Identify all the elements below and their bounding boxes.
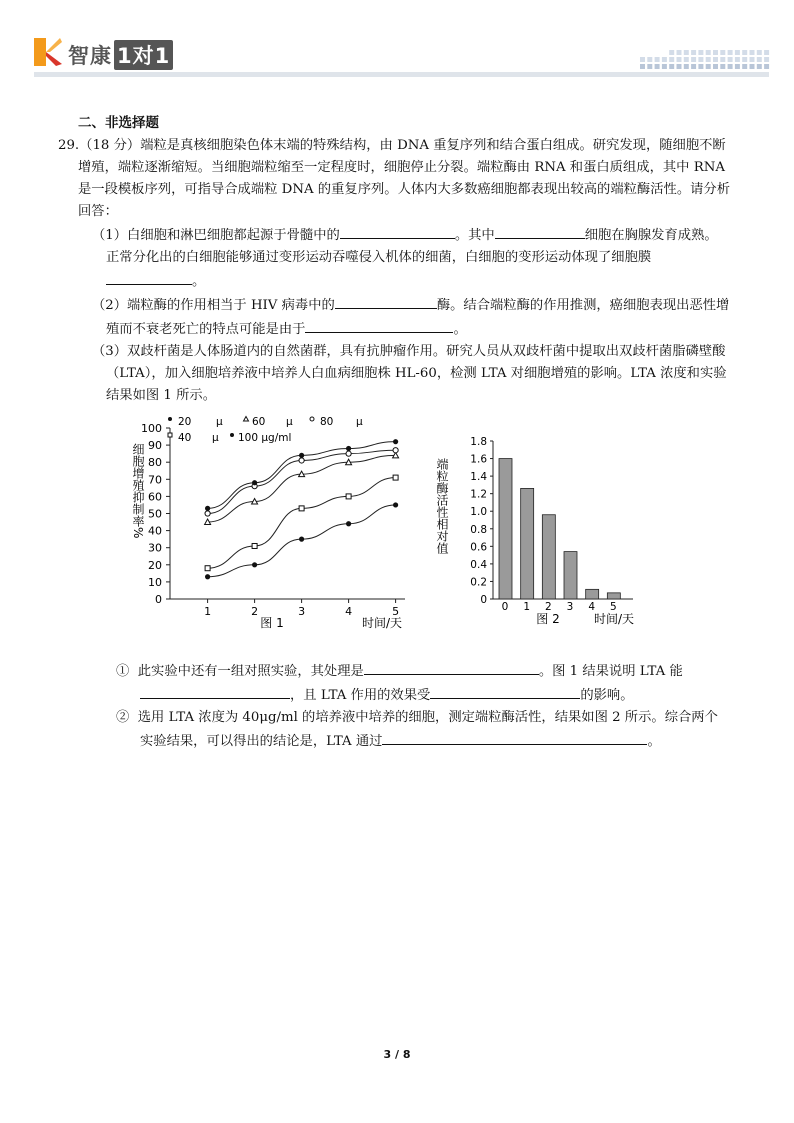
x-tick-label: 2 — [544, 601, 552, 613]
sub-question-1-text-b: 。图 1 结果说明 LTA 能 — [538, 664, 683, 679]
data-point — [393, 475, 398, 480]
header-dot — [757, 57, 762, 62]
header-dot — [728, 64, 733, 69]
page-header — [0, 0, 794, 90]
legend-marker — [244, 417, 249, 422]
bar — [499, 459, 512, 599]
header-dot — [691, 64, 696, 69]
header-dot — [750, 64, 755, 69]
data-point — [252, 562, 257, 567]
part-2-text-a: （2）端粒酶的作用相当于 HIV 病毒中的 — [92, 298, 335, 313]
figure-2-bar-chart — [428, 413, 648, 653]
y-tick-label: 0.8 — [470, 523, 487, 536]
header-dot — [750, 50, 755, 55]
x-tick-label: 4 — [345, 605, 353, 618]
y-tick-label: 0 — [155, 593, 162, 606]
header-dot — [720, 50, 725, 55]
question-number: 29. — [58, 138, 80, 153]
y-tick-label: 60 — [148, 490, 162, 504]
y-axis-label: 端粒酶活性相对值 — [435, 458, 449, 554]
bar — [564, 552, 577, 599]
sub-question-2 — [78, 707, 730, 753]
part-2-text-b: 酶。结合端粒酶的作用推测，癌细胞表现出恶性增殖而不衰老死亡的特点可能是由于 — [106, 298, 730, 337]
header-dot — [698, 64, 703, 69]
header-dot — [698, 57, 703, 62]
header-dot — [742, 64, 747, 69]
y-tick-label: 100 — [141, 422, 162, 435]
x-axis-label: 时间/天 — [361, 616, 403, 630]
header-dot — [698, 50, 703, 55]
data-point — [252, 480, 257, 485]
answer-blank-2[interactable] — [495, 223, 585, 239]
header-dot — [655, 57, 660, 62]
answer-blank-7[interactable] — [140, 683, 290, 699]
data-point — [205, 574, 210, 579]
header-dot — [669, 57, 674, 62]
answer-blank-8[interactable] — [430, 683, 580, 699]
header-dot — [684, 57, 689, 62]
x-tick-label: 1 — [204, 605, 212, 618]
header-dot — [742, 50, 747, 55]
part-1-text-a: （1）白细胞和淋巴细胞都起源于骨髓中的 — [92, 228, 340, 243]
x-tick-label: 4 — [588, 601, 596, 613]
data-point — [252, 543, 257, 548]
legend-label: 100 μg/ml — [238, 432, 292, 444]
data-point — [299, 506, 304, 511]
sub-question-1-text-c: ，且 LTA 作用的效果受 — [290, 688, 431, 703]
legend-marker — [230, 433, 234, 437]
data-point — [205, 506, 210, 511]
part-2 — [78, 293, 730, 341]
legend-label: 40 — [178, 432, 192, 444]
header-dot — [684, 64, 689, 69]
answer-blank-6[interactable] — [364, 659, 539, 675]
y-tick-label: 10 — [148, 575, 162, 589]
legend-label: μ — [216, 416, 223, 428]
header-dot — [728, 57, 733, 62]
figure-1-line-chart — [120, 413, 420, 653]
header-dot — [742, 57, 747, 62]
legend-label: 60 — [252, 416, 266, 428]
data-point — [205, 566, 210, 571]
y-tick-label: 80 — [148, 456, 162, 470]
part-1-text-d: 。 — [192, 274, 206, 289]
header-dot — [706, 57, 711, 62]
header-dot — [720, 57, 725, 62]
legend-label: μ — [356, 416, 363, 428]
header-dot — [640, 64, 645, 69]
y-tick-label: 0 — [480, 594, 487, 606]
header-dot-pattern — [640, 50, 772, 72]
header-dot — [655, 64, 660, 69]
header-dot — [691, 50, 696, 55]
question-intro — [58, 135, 730, 223]
header-dot — [764, 57, 769, 62]
x-tick-label: 1 — [523, 601, 531, 613]
bar — [521, 488, 534, 599]
x-tick-label: 5 — [392, 605, 400, 618]
header-dot — [764, 50, 769, 55]
answer-blank-4[interactable] — [335, 293, 437, 309]
x-axis-label: 时间/天 — [593, 612, 635, 626]
y-tick-label: 1.8 — [470, 436, 487, 448]
header-dot — [750, 57, 755, 62]
header-dot — [669, 64, 674, 69]
brand-name — [68, 40, 173, 70]
brand-box: 1对1 — [114, 40, 173, 70]
data-point — [393, 448, 398, 453]
header-dot — [706, 64, 711, 69]
legend-label: μ — [286, 416, 293, 428]
header-dot — [713, 50, 718, 55]
y-tick-label: 40 — [148, 524, 162, 538]
header-dot — [662, 57, 667, 62]
header-dot — [647, 57, 652, 62]
header-dot — [757, 50, 762, 55]
header-dot — [684, 50, 689, 55]
part-1-text-c: 细胞在胸腺发育成熟。正常分化出的白细胞能够通过变形运动吞噬侵入机体的细菌，白细胞的变形运动体现了细胞膜 — [106, 228, 718, 265]
header-dot — [728, 50, 733, 55]
y-tick-label: 20 — [148, 558, 162, 572]
sub-question-1-text-a: 此实验中还有一组对照实验，其处理是 — [137, 664, 364, 679]
header-dot — [691, 57, 696, 62]
y-tick-label: 0.2 — [470, 576, 487, 589]
data-point — [346, 451, 351, 456]
data-point — [393, 502, 398, 507]
legend-label: μ — [212, 432, 219, 444]
page-content — [58, 112, 731, 753]
legend-label: 80 — [320, 416, 334, 428]
question-intro-text: 端粒是真核细胞染色体末端的特殊结构，由 DNA 重复序列和结合蛋白组成。研究发现，随细胞不断增殖，端粒逐渐缩短。当细胞端粒缩至一定程度时，细胞停止分裂。端粒酶由 RNA 和蛋白质组成，其中 RNA 是一段模板序列，可指导合成端粒 DNA 的重复序列。人体内大多数癌细胞都表现出较高的端粒酶活性。请分析回答： — [78, 138, 731, 219]
x-tick-label: 3 — [298, 605, 306, 618]
x-tick-label: 0 — [501, 601, 509, 613]
chart-title: 图 1 — [260, 616, 284, 630]
header-dot — [735, 50, 740, 55]
y-tick-label: 1.6 — [470, 453, 487, 466]
header-divider — [34, 72, 769, 77]
sub-question-2-text-b: 。 — [647, 734, 661, 749]
legend-marker — [310, 417, 314, 421]
part-3: （3）双歧杆菌是人体肠道内的自然菌群，具有抗肿瘤作用。研究人员从双歧杆菌中提取出双歧杆菌脂磷壁酸（LTA），加入细胞培养液中培养人白血病细胞株 HL-60，检测 LTA 对细胞增殖的影响。LTA 浓度和实验结果如图 1 所示。 — [92, 344, 727, 403]
header-dot — [677, 57, 682, 62]
x-tick-label: 5 — [609, 601, 617, 613]
header-dot — [735, 57, 740, 62]
sub-question-2-number: ② — [116, 710, 130, 725]
series-line-2 — [208, 455, 396, 522]
answer-blank-9[interactable] — [382, 729, 647, 745]
data-point — [299, 458, 304, 463]
part-2-text-c: 。 — [453, 322, 467, 337]
header-dot — [713, 64, 718, 69]
header-dot — [720, 64, 725, 69]
page-number: 3 / 8 — [383, 1048, 411, 1061]
part-1-text-b: 。其中 — [454, 228, 495, 243]
legend-label: 20 — [178, 416, 192, 428]
header-dot — [764, 64, 769, 69]
part-1 — [78, 223, 730, 293]
sub-question-1 — [78, 659, 730, 707]
bar — [607, 593, 620, 599]
header-dot — [640, 57, 645, 62]
y-tick-label: 1.0 — [470, 506, 487, 519]
answer-blank-3[interactable] — [106, 269, 192, 285]
figures — [78, 413, 730, 653]
y-tick-label: 90 — [148, 439, 162, 453]
y-axis-label: 细胞增殖抑制率% — [131, 443, 145, 539]
answer-blank-5[interactable] — [305, 317, 453, 333]
sub-question-1-number: ① — [116, 664, 130, 679]
legend-marker — [168, 417, 172, 421]
data-point — [346, 521, 351, 526]
question-score: （18 分） — [79, 138, 141, 153]
x-tick-label: 2 — [251, 605, 259, 618]
y-tick-label: 1.4 — [470, 471, 487, 484]
sub-question-2-text-a: 选用 LTA 浓度为 40μg/ml 的培养液中培养的细胞，测定端粒酶活性，结果如图 2 所示。综合两个实验结果，可以得出的结论是，LTA 通过 — [137, 710, 718, 749]
chart-title: 图 2 — [536, 612, 560, 626]
data-point — [299, 453, 304, 458]
x-tick-label: 3 — [566, 601, 574, 613]
legend-marker — [168, 433, 172, 437]
y-tick-label: 30 — [148, 541, 162, 555]
section-title: 二、非选择题 — [78, 115, 159, 131]
y-tick-label: 70 — [148, 473, 162, 487]
sub-question-1-text-d: 的影响。 — [580, 688, 634, 703]
header-dot — [669, 50, 674, 55]
data-point — [393, 439, 398, 444]
header-dot — [647, 64, 652, 69]
brand-text: 智康 — [68, 44, 112, 68]
y-tick-label: 0.4 — [470, 558, 487, 571]
header-dot — [662, 64, 667, 69]
bar — [542, 515, 555, 599]
brand-logo-icon — [34, 38, 62, 66]
answer-blank-1[interactable] — [340, 223, 455, 239]
header-dot — [713, 57, 718, 62]
data-point — [205, 511, 210, 516]
y-tick-label: 50 — [148, 507, 162, 521]
header-dot — [706, 50, 711, 55]
bar — [586, 589, 599, 599]
data-point — [299, 537, 304, 542]
header-dot — [735, 64, 740, 69]
y-tick-label: 0.6 — [470, 541, 487, 554]
header-dot — [757, 64, 762, 69]
y-tick-label: 1.2 — [470, 488, 487, 501]
header-dot — [677, 64, 682, 69]
header-dot — [677, 50, 682, 55]
data-point — [346, 446, 351, 451]
data-point — [346, 494, 351, 499]
